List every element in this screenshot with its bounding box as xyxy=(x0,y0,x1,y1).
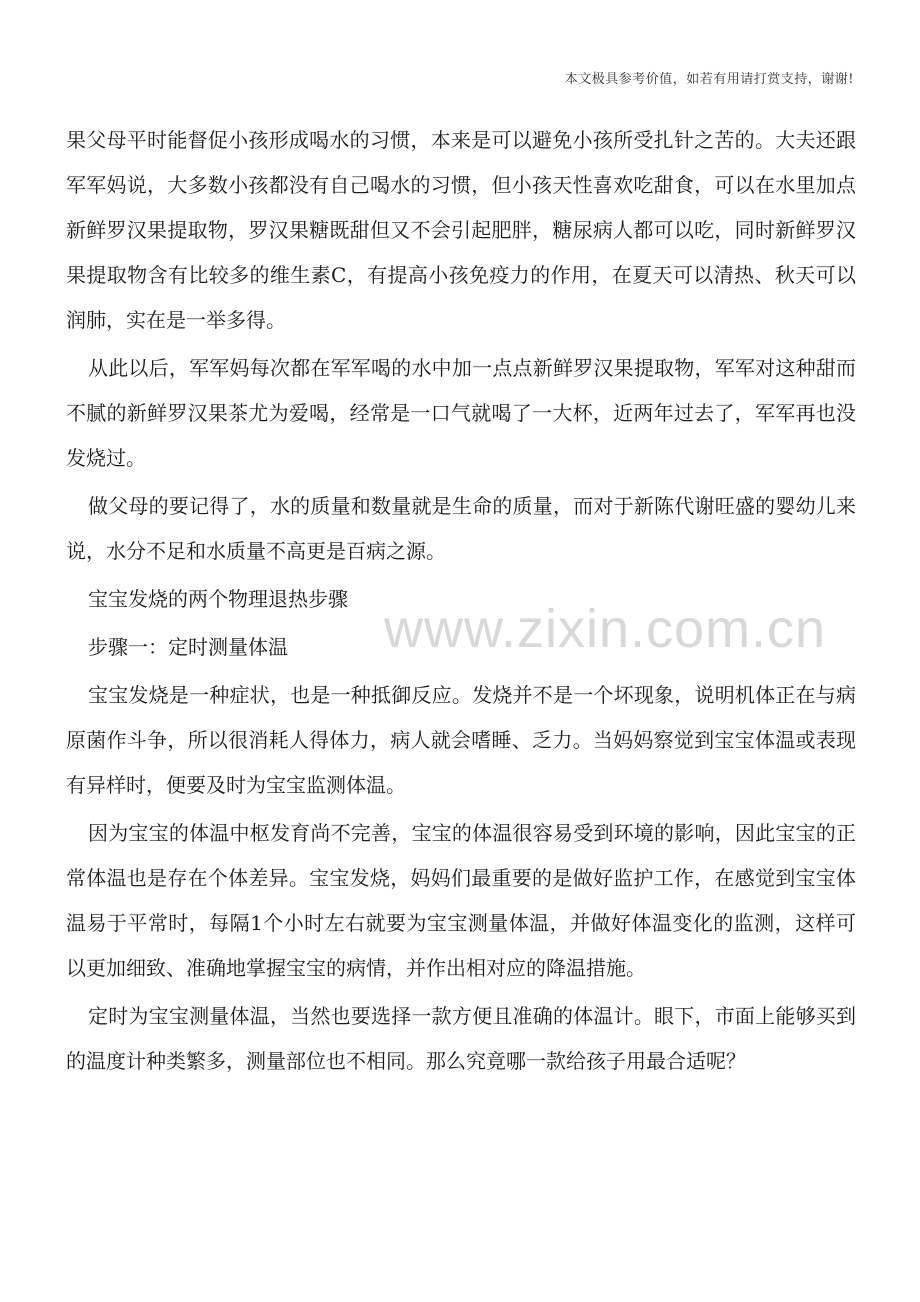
section-heading: 宝宝发烧的两个物理退热步骤 xyxy=(88,587,348,611)
header-note: 本文极具参考价值，如若有用请打赏支持，谢谢! xyxy=(564,72,854,87)
step-heading: 步骤一：定时测量体温 xyxy=(88,635,288,659)
paragraph-continuation: 果父母平时能督促小孩形成喝水的习惯，本来是可以避免小孩所受扎针之苦的。大夫还跟军军妈说，大多数小孩都没有自己喝水的习惯，但小孩天性喜欢吃甜食，可以在水里加点新鲜罗汉果提取物，罗汉果糖既甜但又不会引起肥胖，糖尿病人都可以吃，同时新鲜罗汉果提取物含有比较多的维生素C，有提高小孩免疫力的作用，在夏天可以清热、秋天可以润肺，实在是一举多得。 xyxy=(66,128,856,332)
watermark: www.zixin.com.cn xyxy=(384,599,827,659)
paragraph: 因为宝宝的体温中枢发育尚不完善，宝宝的体温很容易受到环境的影响，因此宝宝的正常体温也是存在个体差异。宝宝发烧，妈妈们最重要的是做好监护工作，在感觉到宝宝体温易于平常时，每隔1个小时左右就要为宝宝测量体温，并做好体温变化的监测，这样可以更加细致、准确地掌握宝宝的病情，并作出相对应的降温措施。 xyxy=(66,821,856,980)
paragraph: 定时为宝宝测量体温，当然也要选择一款方便且准确的体温计。眼下，市面上能够买到的温度计种类繁多，测量部位也不相同。那么究竟哪一款给孩子用最合适呢？ xyxy=(66,1004,856,1073)
paragraph: 从此以后，军军妈每次都在军军喝的水中加一点点新鲜罗汉果提取物，军军对这种甜而不腻的新鲜罗汉果茶尤为爱喝，经常是一口气就喝了一大杯，近两年过去了，军军再也没发烧过。 xyxy=(66,356,856,470)
paragraph: 宝宝发烧是一种症状，也是一种抵御反应。发烧并不是一个坏现象，说明机体正在与病原菌作斗争，所以很消耗人得体力，病人就会嗜睡、乏力。当妈妈察觉到宝宝体温或表现有异样时，便要及时为宝宝监测体温。 xyxy=(66,683,856,797)
document-body xyxy=(66,118,856,1084)
paragraph: 做父母的要记得了，水的质量和数量就是生命的质量，而对于新陈代谢旺盛的婴幼儿来说，水分不足和水质量不高更是百病之源。 xyxy=(66,494,856,563)
